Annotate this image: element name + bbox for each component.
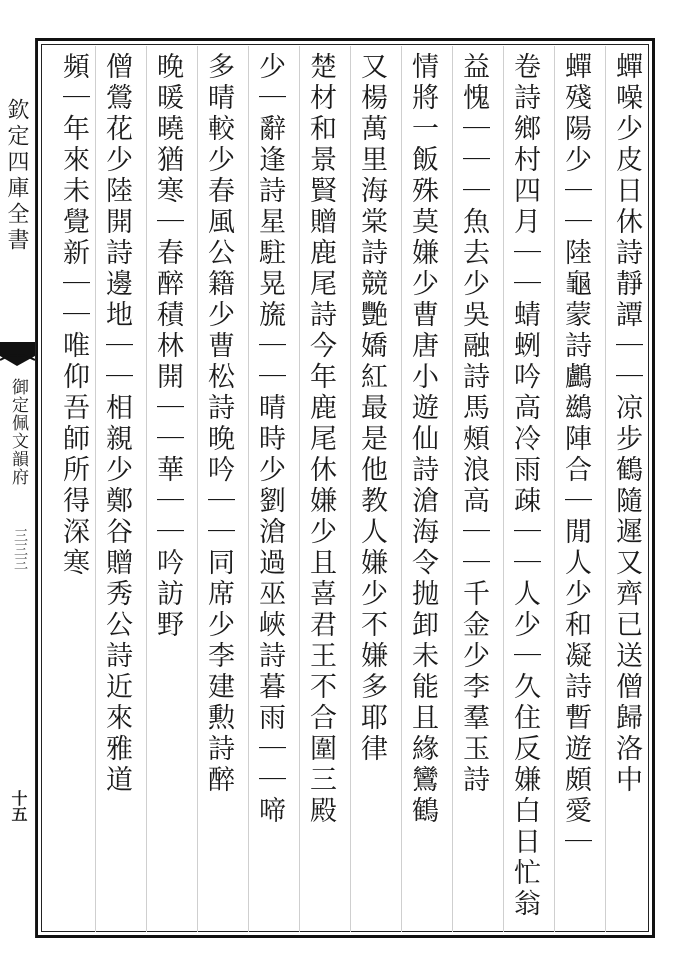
text-column-4: 益愧｜｜｜魚去少吳融詩馬頰浪高｜｜千金少李羣玉詩 (458, 52, 489, 796)
text-column-2: 蟬殘陽少｜｜陸龜蒙詩鸕鷀陣合｜閒人少和凝詩暫遊頗愛｜ (560, 52, 591, 858)
fish-tail-mark-icon (0, 336, 35, 366)
text-column-12: 頻｜年來未覺新｜｜唯仰吾師所得深寒 (58, 52, 89, 579)
text-column-10: 晚暖曉猶寒｜春醉積林開｜｜華｜｜吟訪野 (152, 52, 183, 641)
text-column-5: 情將一飯殊莫嫌少曹唐小遊仙詩滄海令抛卸未能且緣鸞鶴 (407, 52, 438, 827)
text-column-9: 多晴較少春風公籍少曹松詩晚吟｜｜同席少李建勲詩醉 (203, 52, 234, 796)
text-column-8: 少｜辭逢詩星駐晃旒｜｜晴時少劉滄過巫峽詩暮雨｜｜啼 (254, 52, 285, 827)
margin-title: 欽定四庫全書 (4, 98, 29, 254)
margin-strip (0, 38, 36, 938)
text-column-11: 僧鶯花少陸開詩邊地｜｜相親少鄭谷贈秀公詩近來雅道 (101, 52, 132, 796)
text-column-3: 卷詩鄉村四月｜｜蜻蛚吟高冷雨疎｜｜人少｜久住反嫌白日忙翁 (509, 52, 540, 920)
margin-book-title: 御定佩文韻府 (8, 378, 28, 486)
text-column-6: 又楊萬里海棠詩競艷嬌紅最是他教人嫌少不嫌多耶律 (356, 52, 387, 765)
text-column-1: 蟬噪少皮日休詩靜譚｜｜凉步鶴隨遲又齊已送僧歸洛中 (611, 52, 642, 796)
margin-page-number: 十五 (9, 790, 28, 822)
margin-volume: 三三三 (12, 528, 28, 570)
text-column-7: 楚材和景賢贈鹿尾詩今年鹿尾休嫌少且喜君王不合圍三殿 (305, 52, 336, 827)
